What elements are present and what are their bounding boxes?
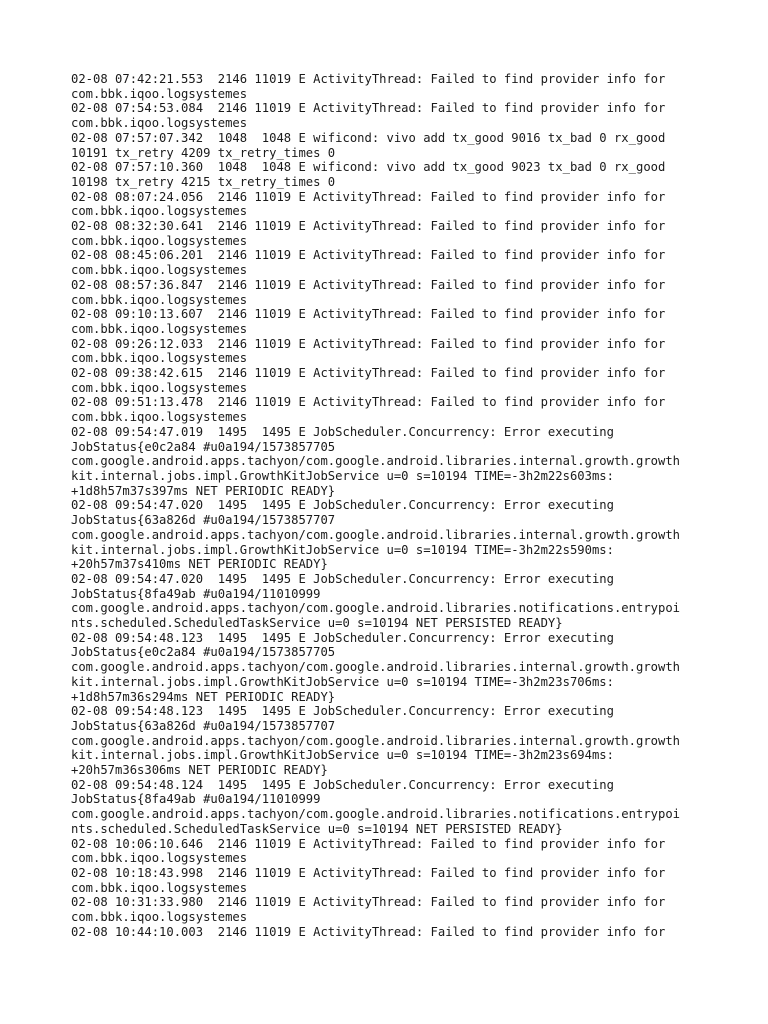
log-line: 02-08 09:38:42.615 2146 11019 E ActivityThread: Failed to find provider info for — [71, 366, 666, 381]
log-line: 02-08 09:54:48.123 1495 1495 E JobScheduler.Concurrency: Error executing — [71, 704, 614, 719]
log-line: +1d8h57m37s397ms NET PERIODIC READY} — [71, 483, 336, 498]
log-line: com.bbk.iqoo.logsystemes — [71, 292, 248, 307]
log-line: JobStatus{8fa49ab #u0a194/11010999 — [71, 586, 321, 601]
log-line: 02-08 09:54:47.019 1495 1495 E JobScheduler.Concurrency: Error executing — [71, 424, 614, 439]
log-line: JobStatus{63a826d #u0a194/1573857707 — [71, 718, 336, 733]
log-line: JobStatus{63a826d #u0a194/1573857707 — [71, 513, 336, 528]
log-line: JobStatus{e0c2a84 #u0a194/1573857705 — [71, 645, 336, 660]
log-line: kit.internal.jobs.impl.GrowthKitJobService u=0 s=10194 TIME=-3h2m23s706ms: — [71, 674, 614, 689]
log-line: 02-08 08:45:06.201 2146 11019 E ActivityThread: Failed to find provider info for — [71, 248, 666, 263]
log-line: 10191 tx_retry 4209 tx_retry_times 0 — [71, 145, 336, 160]
log-line: 02-08 08:57:36.847 2146 11019 E ActivityThread: Failed to find provider info for — [71, 277, 666, 292]
log-document — [71, 72, 711, 939]
log-line: 10198 tx_retry 4215 tx_retry_times 0 — [71, 174, 336, 189]
log-line: JobStatus{e0c2a84 #u0a194/1573857705 — [71, 439, 336, 454]
log-line: com.bbk.iqoo.logsystemes — [71, 410, 248, 425]
log-line: com.bbk.iqoo.logsystemes — [71, 910, 248, 925]
log-line: com.bbk.iqoo.logsystemes — [71, 351, 248, 366]
log-line: com.google.android.apps.tachyon/com.google.android.libraries.internal.growth.growth — [71, 660, 681, 675]
log-line: nts.scheduled.ScheduledTaskService u=0 s=10194 NET PERSISTED READY} — [71, 821, 563, 836]
log-line: 02-08 07:57:07.342 1048 1048 E wificond: vivo add tx_good 9016 tx_bad 0 rx_good — [71, 130, 666, 145]
log-line: 02-08 09:54:48.124 1495 1495 E JobScheduler.Concurrency: Error executing — [71, 777, 614, 792]
log-line: 02-08 09:54:47.020 1495 1495 E JobScheduler.Concurrency: Error executing — [71, 498, 614, 513]
log-line: com.bbk.iqoo.logsystemes — [71, 86, 248, 101]
log-line: +20h57m36s306ms NET PERIODIC READY} — [71, 763, 328, 778]
log-line: 02-08 09:10:13.607 2146 11019 E ActivityThread: Failed to find provider info for — [71, 307, 666, 322]
log-line: com.google.android.apps.tachyon/com.google.android.libraries.notifications.entrypoi — [71, 601, 681, 616]
log-line: 02-08 10:31:33.980 2146 11019 E ActivityThread: Failed to find provider info for — [71, 895, 666, 910]
log-line: 02-08 10:44:10.003 2146 11019 E ActivityThread: Failed to find provider info for — [71, 924, 666, 939]
log-line: com.google.android.apps.tachyon/com.google.android.libraries.internal.growth.growth — [71, 527, 681, 542]
log-line: +20h57m37s410ms NET PERIODIC READY} — [71, 557, 328, 572]
log-line: 02-08 07:57:10.360 1048 1048 E wificond: vivo add tx_good 9023 tx_bad 0 rx_good — [71, 160, 666, 175]
log-line: 02-08 09:54:48.123 1495 1495 E JobScheduler.Concurrency: Error executing — [71, 630, 614, 645]
log-line: com.google.android.apps.tachyon/com.google.android.libraries.internal.growth.growth — [71, 733, 681, 748]
log-line: com.bbk.iqoo.logsystemes — [71, 116, 248, 131]
log-line: kit.internal.jobs.impl.GrowthKitJobService u=0 s=10194 TIME=-3h2m22s590ms: — [71, 542, 614, 557]
log-line: com.google.android.apps.tachyon/com.google.android.libraries.internal.growth.growth — [71, 454, 681, 469]
log-line: 02-08 08:32:30.641 2146 11019 E ActivityThread: Failed to find provider info for — [71, 219, 666, 234]
log-line: JobStatus{8fa49ab #u0a194/11010999 — [71, 792, 321, 807]
log-line: 02-08 07:54:53.084 2146 11019 E ActivityThread: Failed to find provider info for — [71, 101, 666, 116]
log-line: com.bbk.iqoo.logsystemes — [71, 851, 248, 866]
log-line: kit.internal.jobs.impl.GrowthKitJobService u=0 s=10194 TIME=-3h2m23s694ms: — [71, 748, 614, 763]
log-line: com.bbk.iqoo.logsystemes — [71, 263, 248, 278]
log-line: 02-08 07:42:21.553 2146 11019 E ActivityThread: Failed to find provider info for — [71, 72, 666, 86]
log-line: com.bbk.iqoo.logsystemes — [71, 204, 248, 219]
log-line: com.bbk.iqoo.logsystemes — [71, 321, 248, 336]
log-line: kit.internal.jobs.impl.GrowthKitJobService u=0 s=10194 TIME=-3h2m22s603ms: — [71, 468, 614, 483]
log-line: com.bbk.iqoo.logsystemes — [71, 233, 248, 248]
log-line: 02-08 08:07:24.056 2146 11019 E ActivityThread: Failed to find provider info for — [71, 189, 666, 204]
log-line: 02-08 09:26:12.033 2146 11019 E ActivityThread: Failed to find provider info for — [71, 336, 666, 351]
log-line: 02-08 10:18:43.998 2146 11019 E ActivityThread: Failed to find provider info for — [71, 865, 666, 880]
log-line: 02-08 09:54:47.020 1495 1495 E JobScheduler.Concurrency: Error executing — [71, 571, 614, 586]
log-line: nts.scheduled.ScheduledTaskService u=0 s=10194 NET PERSISTED READY} — [71, 616, 563, 631]
log-line: +1d8h57m36s294ms NET PERIODIC READY} — [71, 689, 336, 704]
log-line: com.bbk.iqoo.logsystemes — [71, 380, 248, 395]
log-line: 02-08 10:06:10.646 2146 11019 E ActivityThread: Failed to find provider info for — [71, 836, 666, 851]
log-line: com.bbk.iqoo.logsystemes — [71, 880, 248, 895]
log-line: 02-08 09:51:13.478 2146 11019 E ActivityThread: Failed to find provider info for — [71, 395, 666, 410]
log-line: com.google.android.apps.tachyon/com.google.android.libraries.notifications.entrypoi — [71, 807, 681, 822]
